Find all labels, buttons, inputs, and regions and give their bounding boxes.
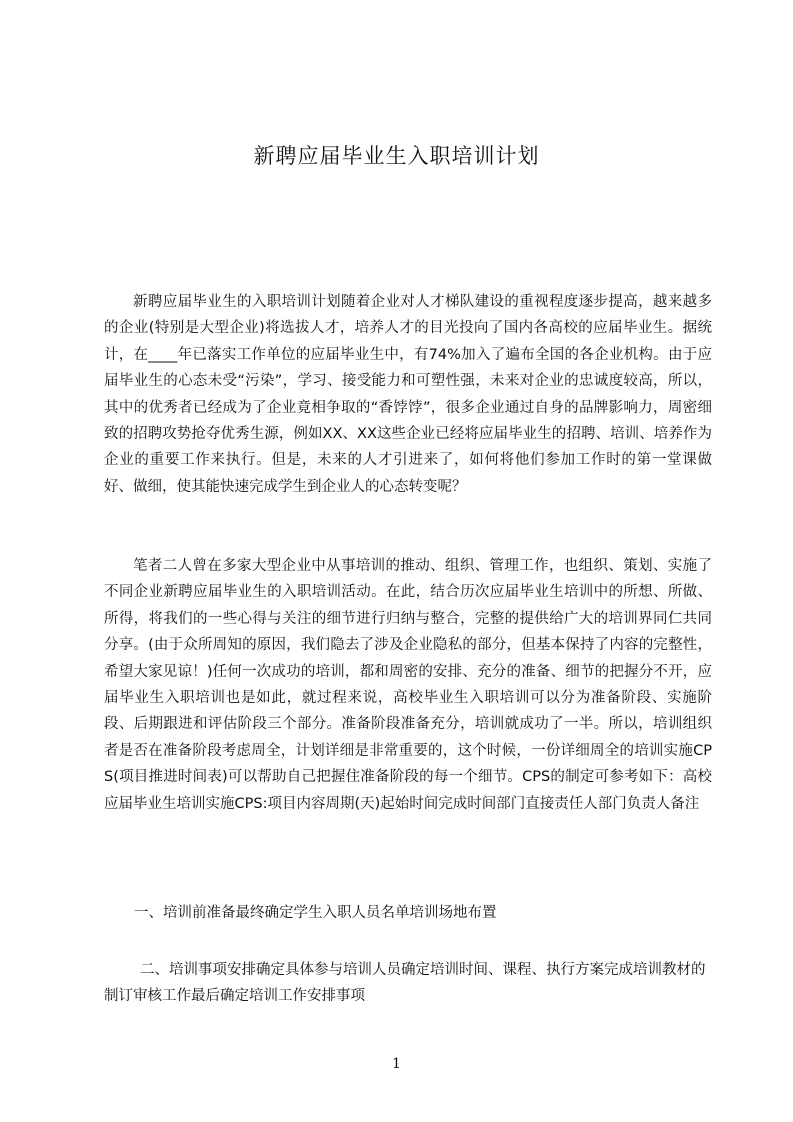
body-paragraph-intro: 新聘应届毕业生的入职培训计划随着企业对人才梯队建设的重视程度逐步提高，越来越多的企业(特别是大型企业)将选拔人才，培养人才的目光投向了国内各高校的应届毕业生。据统计，在____年已落实工作单位的应届毕业生中，有74%加入了遍布全国的各企业机构。由于应届毕业生的心态未受“污染”，学习、接受能力和可塑性强，未来对企业的忠诚度较高，所以，其中的优秀者已经成为了企业竟相争取的“香饽饽”，很多企业通过自身的品牌影响力，周密细致的招聘攻势抢夺优秀生源，例如XX、XX这些企业已经将应届毕业生的招聘、培训、培养作为企业的重要工作来执行。但是，未来的人才引进来了，如何将他们参加工作时的第一堂课做好、做细，使其能快速完成学生到企业人的心态转变呢？ <box>104 294 712 495</box>
list-item-preparation: 一、培训前准备最终确定学生入职人员名单培训场地布置 <box>134 905 497 921</box>
body-paragraph-method: 笔者二人曾在多家大型企业中从事培训的推动、组织、管理工作，也组织、策划、实施了不同企业新聘应届毕业生的入职培训活动。在此，结合历次应届毕业生培训中的所想、所做、所得，将我们的一些心得与关注的细节进行归纳与整合，完整的提供给广大的培训界同仁共同分享。(由于众所周知的原因，我们隐去了涉及企业隐私的部分，但基本保持了内容的完整性，希望大家见谅！)任何一次成功的培训，都和周密的安排、充分的准备、细节的把握分不开，应届毕业生入职培训也是如此，就过程来说，高校毕业生入职培训可以分为准备阶段、实施阶段、后期跟进和评估阶段三个部分。准备阶段准备充分，培训就成功了一半。所以，培训组织者是否在准备阶段考虑周全，计划详细是非常重要的，这个时候，一份详细周全的培训实施CPS(项目推进时间表)可以帮助自己把握住准备阶段的每一个细节。CPS的制定可参考如下：高校应届毕业生培训实施CPS:项目内容周期(天)起始时间完成时间部门直接责任人部门负责人备注 <box>104 558 712 812</box>
document-title: 新聘应届毕业生入职培训计划 <box>253 144 540 168</box>
page-number: 1 <box>392 1056 401 1072</box>
list-item-arrangement: 二、培训事项安排确定具体参与培训人员确定培训时间、课程、执行方案完成培训教材的制订审核工作最后确定培训工作安排事项 <box>104 962 706 1005</box>
